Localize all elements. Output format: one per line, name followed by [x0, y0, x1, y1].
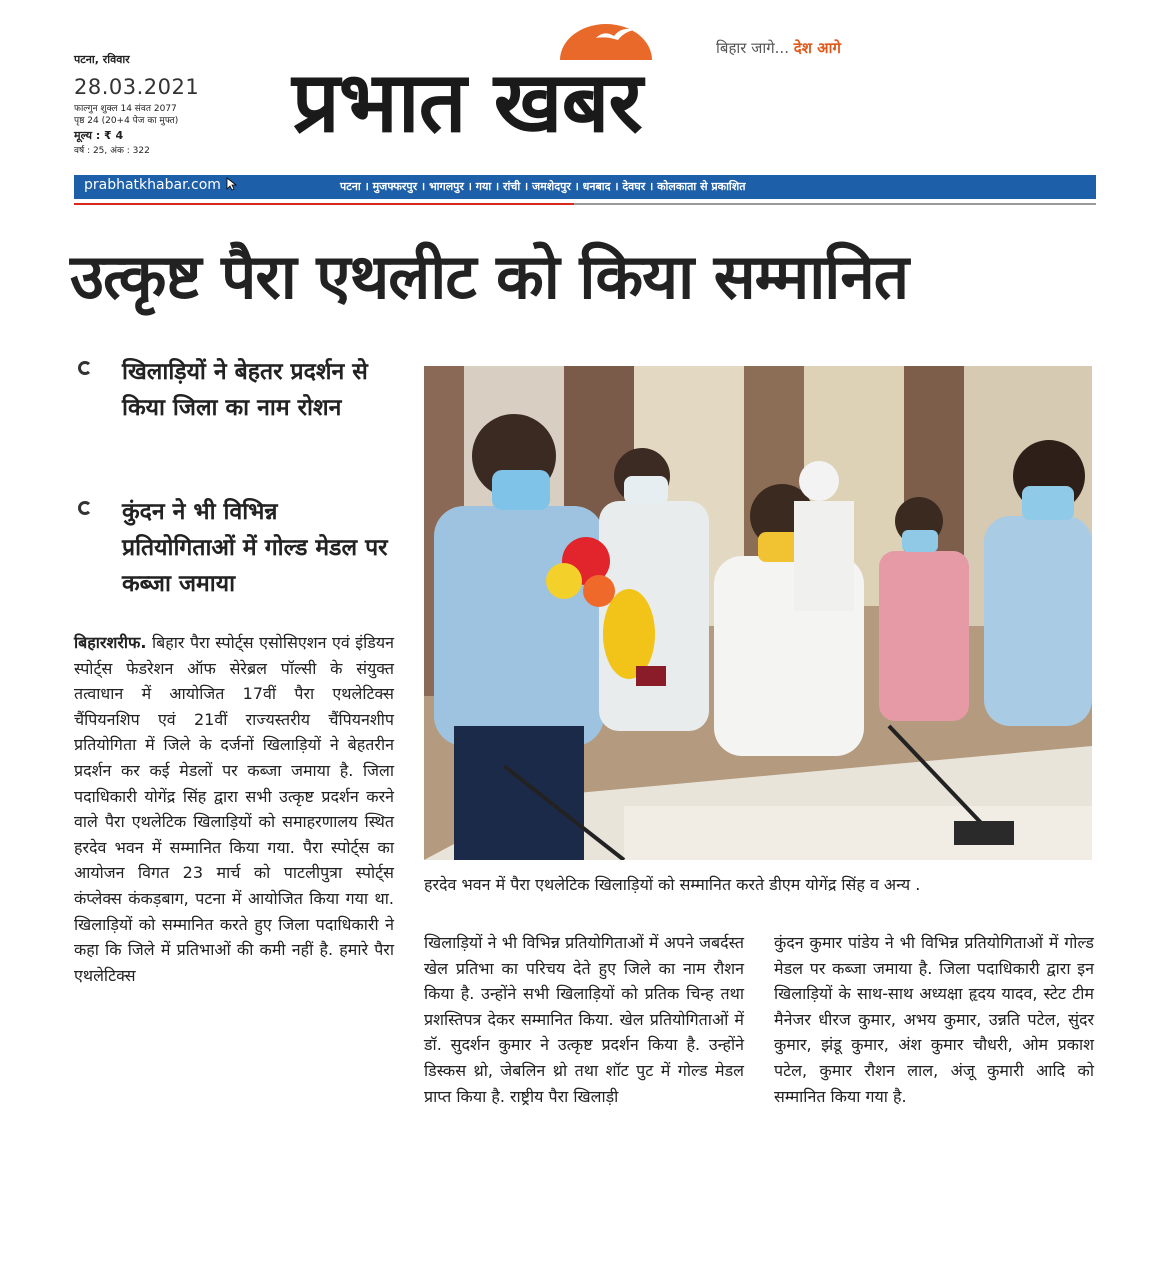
- edition-date: 28.03.2021: [74, 75, 200, 99]
- article-headline: उत्कृष्ट पैरा एथलीट को किया सम्मानित: [70, 240, 909, 313]
- website-link[interactable]: [84, 177, 239, 193]
- edition-city-day: पटना, रविवार: [74, 53, 130, 66]
- column-text: बिहार पैरा स्पोर्ट्स एसोसिएशन एवं इंडियन स्पोर्ट्स फेडरेशन ऑफ सेरेब्रल पॉल्सी के संयुक्त तत्वाधान में आयोजित 17वीं पैरा एथलेटिक्स चैंपियनशिप एवं 21वीं राज्यस्तरीय चैंपियनशीप प्रतियोगिता में जिले के दर्जनों खिलाड़ियों ने बेहतरीन प्रदर्शन कर कई मेडलों पर कब्जा जमाया है. जिला पदाधिकारी योगेंद्र सिंह द्वारा सभी उत्कृष्ट प्रदर्शन करने वाले पैरा एथलेटिक खिलाड़ियों को समाहरणालय स्थित हरदेव भवन में सम्मानित किया गया. पैरा स्पोर्ट्स का आयोजन विगत 23 मार्च को पाटलीपुत्रा स्पोर्ट्स कंप्लेक्स कंकड़बाग, पटना में आयोजित किया गया था. खिलाड़ियों को सम्मानित करते हुए जिला पदाधिकारी ने कहा कि जिले में प्रतिभाओं की कमी नहीं है. हमारे पैरा एथलेटिक्स: [74, 633, 394, 985]
- divider: [574, 203, 1096, 205]
- article-column-3: कुंदन कुमार पांडेय ने भी विभिन्न प्रतियोगिताओं में गोल्ड मेडल पर कब्जा जमाया है. जिला पदाधिकारी द्वारा इन खिलाड़ियों के साथ-साथ अध्यक्षा हृदय यादव, स्टेट टीम मैनेजर धीरज कुमार, अभय कुमार, उन्नति पटेल, सुंदर कुमार, झंडू कुमार, अंश कुमार चौधरी, ओम प्रकाश पटेल, कुमार रौशन लाल, अंजू कुमारी आदि को सम्मानित किया गया है.: [774, 933, 1094, 1106]
- tagline-accent: देश आगे: [793, 39, 841, 57]
- edition-price: मूल्य : ₹ 4: [74, 129, 124, 142]
- article-photo: [424, 366, 1092, 860]
- dateline: बिहारशरीफ.: [74, 633, 147, 652]
- highlight-text: खिलाड़ियों ने बेहतर प्रदर्शन से किया जिला का नाम रोशन: [122, 359, 368, 421]
- bullet-arrow-icon: [78, 501, 92, 515]
- edition-cities: पटना । मुजफ्फरपुर । भागलपुर । गया । रांची । जमशेदपुर । धनबाद । देवघर । कोलकाता से प्रकाशित: [340, 180, 746, 193]
- highlight-text: कुंदन ने भी विभिन्न प्रतियोगिताओं में गोल्ड मेडल पर कब्जा जमाया: [122, 499, 388, 597]
- cursor-icon: [225, 177, 239, 191]
- website-label: prabhatkhabar.com: [84, 177, 221, 193]
- bullet-arrow-icon: [78, 361, 92, 375]
- article-column-2: खिलाड़ियों ने भी विभिन्न प्रतियोगिताओं में अपने जबर्दस्त खेल प्रतिभा का परिचय देते हुए जिले का नाम रौशन किया है. उन्होंने सभी खिलाड़ियों को प्रतिक चिन्ह तथा प्रशस्तिपत्र देकर सम्मानित किया. खेल प्रतियोगिताओं में डॉ. सुदर्शन कुमार ने उत्कृष्ट प्रदर्शन किया है. उन्होंने डिस्कस थ्रो, जेबलिन थ्रो तथा शॉट पुट में गोल्ड मेडल प्राप्त किया है. राष्ट्रीय पैरा खिलाड़ी: [424, 933, 744, 1106]
- photo-caption: हरदेव भवन में पैरा एथलेटिक खिलाड़ियों को सम्मानित करते डीएम योगेंद्र सिंह व अन्य .: [424, 875, 921, 894]
- divider: [74, 203, 574, 205]
- newspaper-logo[interactable]: प्रभात खबर: [292, 53, 642, 151]
- highlight-item: [78, 494, 398, 602]
- edition-meta-line: फाल्गुन शुक्ल 14 संवत 2077: [74, 104, 177, 114]
- edition-year-issue: वर्ष : 25, अंक : 322: [74, 146, 150, 156]
- tagline-lead: बिहार जागे...: [716, 39, 789, 57]
- article-column-1: [74, 630, 394, 988]
- highlight-item: [78, 354, 398, 426]
- edition-meta-line: पृष्ठ 24 (20+4 पेज का मुफ्त): [74, 116, 179, 126]
- award-ceremony-photo: [424, 366, 1092, 860]
- tagline: [716, 38, 841, 58]
